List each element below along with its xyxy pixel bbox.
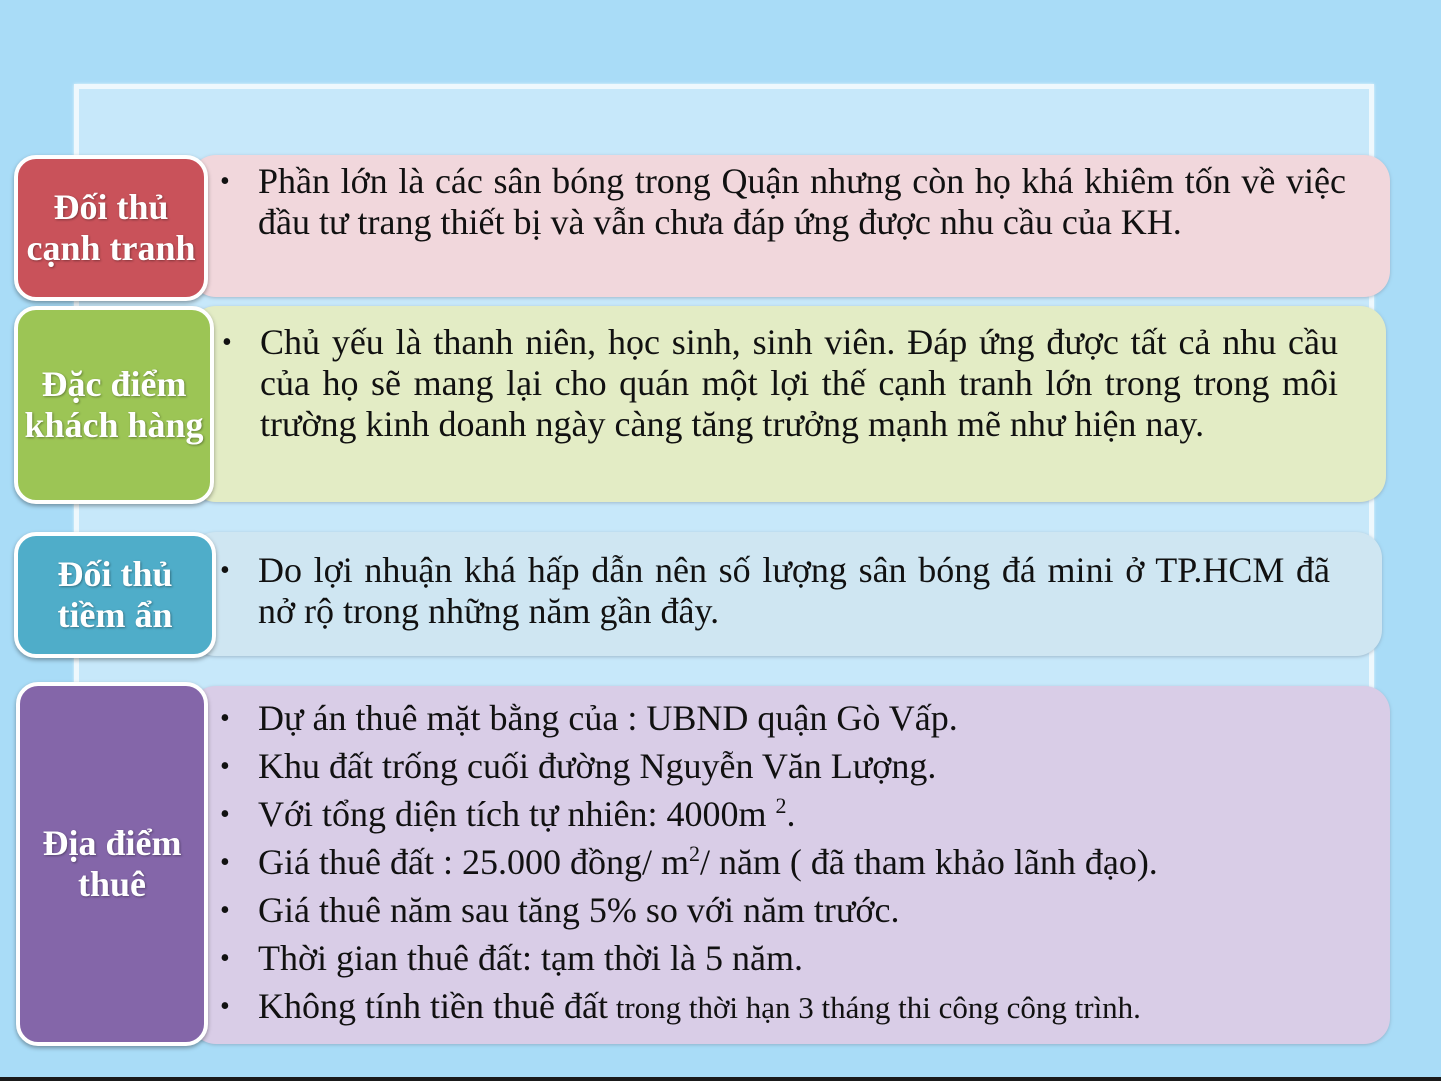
competitors-item: • Phần lớn là các sân bóng trong Quận nhưng còn họ khá khiêm tốn về việc đầu tư trang thiết bị và vẫn chưa đáp ứng được nhu cầu của KH. bbox=[214, 161, 1346, 243]
rental-item-free-period bbox=[214, 986, 1350, 1028]
rental-location-label: Địa điểm thuê bbox=[16, 682, 208, 1046]
rental-free-text-small: trong thời hạn 3 tháng thi công công trình. bbox=[607, 990, 1141, 1025]
competitors-content-box bbox=[190, 155, 1390, 297]
potential-competitors-content-box bbox=[190, 532, 1382, 656]
rental-item-land: • Khu đất trống cuối đường Nguyễn Văn Lượng. bbox=[214, 746, 1350, 787]
rental-free-text: Không tính tiền thuê đất bbox=[258, 986, 608, 1026]
rental-item-increase: • Giá thuê năm sau tăng 5% so với năm trước. bbox=[214, 890, 1350, 931]
potential-competitors-item: • Do lợi nhuận khá hấp dẫn nên số lượng sân bóng đá mini ở TP.HCM đã nở rộ trong những năm gần đây. bbox=[214, 550, 1330, 632]
competitors-label: Đối thủ cạnh tranh bbox=[14, 155, 208, 301]
potential-competitors-label: Đối thủ tiềm ẩn bbox=[14, 532, 216, 658]
customer-traits-item: • Chủ yếu là thanh niên, học sinh, sinh viên. Đáp ứng được tất cả nhu cầu của họ sẽ mang lại cho quán một lợi thế cạnh tranh lớn trong trong môi trường kinh doanh ngày càng tăng trưởng mạnh mẽ như hiện nay. bbox=[216, 322, 1338, 445]
rental-item-duration: • Thời gian thuê đất: tạm thời là 5 năm. bbox=[214, 938, 1350, 979]
rental-area-superscript: 2 bbox=[775, 793, 787, 818]
rental-location-content-box bbox=[190, 686, 1390, 1044]
rental-price-superscript: 2 bbox=[688, 841, 700, 866]
rental-item-price bbox=[214, 842, 1350, 883]
rental-price-end: / năm ( đã tham khảo lãnh đạo). bbox=[699, 842, 1158, 882]
rental-item-project: • Dự án thuê mặt bằng của : UBND quận Gò Vấp. bbox=[214, 698, 1350, 739]
rental-area-end: . bbox=[786, 794, 796, 834]
customer-traits-content-box bbox=[190, 306, 1386, 502]
rental-item-area bbox=[214, 794, 1350, 835]
bottom-border bbox=[0, 1077, 1441, 1081]
rental-price-text: Giá thuê đất : 25.000 đồng/ m bbox=[258, 842, 689, 882]
customer-traits-label: Đặc điểm khách hàng bbox=[14, 306, 214, 504]
rental-area-text: Với tổng diện tích tự nhiên: 4000m bbox=[258, 794, 776, 834]
